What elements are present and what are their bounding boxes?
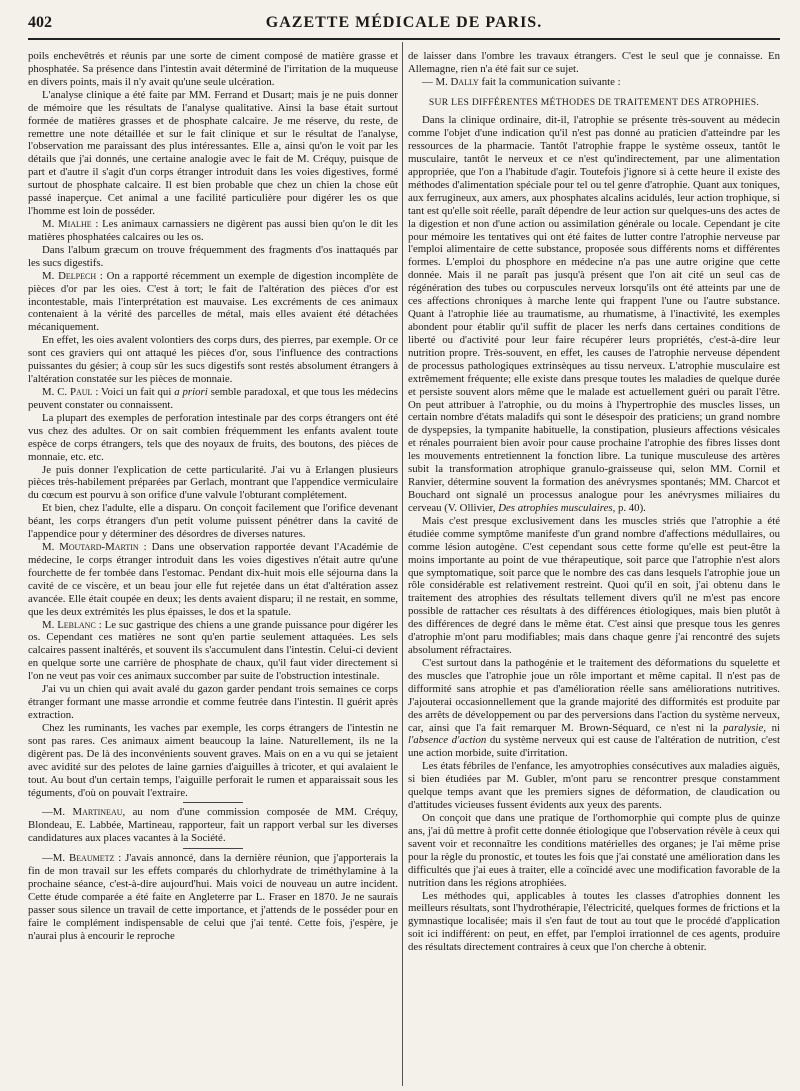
paragraph: Dans la clinique ordinaire, dit-il, l'atrophie se présente très-souvent au médecin comme l'objet d'une indication qu'il n'est pas donné au praticien d'atteindre par les ressources de la pharmacie. Tantôt l'atrophie frappe le système osseux, tantôt le musculaire, tantôt le nerveux et ce n'est qu'indirectement, par une alimentation appropriée, que l'on a l'habitude d'agir. Toutefois j'ignore si à cette heure il existe des méthodes d'alimentation spéciale pour tel ou tel genre d'atrophie. Quant aux toniques, aux ferrugineux, aux amers, aux phosphates alcalins acidulés, leur action trophique, si tant est qu'elle soit réelle, paraît dépendre de leur action sur quelques-uns des actes de la digestion et non d'une action ou assimilation générale ou locale. Cependant je cite pour mémoire les tentatives qui ont été faites de lutter contre l'atrophie nerveuse par l'emploi alimentaire de cette substance, proposée sous différents noms et différentes formes. L'emploi du phosphore en médecine n'a pas une autre origine que cette donnée. Mais il ne paraît pas jusqu'à présent que l'on ait cité un seul cas de régénération des tubes ou corpuscules nerveux lorsqu'ils ont été atteints par une de ces affections chroniques à marche lente qui frappent l'une ou l'autre substance. Quant à l'atrophie liée au traumatisme, au rhumatisme, à l'inactivité, les exemples abondent pour établir qu'il suffit de placer les nerfs dans certaines conditions de liberté ou d'activité pour leur faire récupérer leurs propriétés, c'est-à-dire leur nutrition propre. Très-souvent, en effet, les causes de l'atrophie nerveuse dépendent de processus pathologiques extrinsèques au tissu nerveux. L'atrophie musculaire est extrêmement fréquente; elle existe dans presque toutes les maladies de quelque durée et persiste souvent alors même que le malade est actuellement guéri ou paraît l'être. On peut attribuer à l'atrophie, ou du moins à l'hypertrophie des muscles lisses, un certain nombre d'états maladifs qui sont le désespoir des praticiens; un grand nombre de dyspepsies, la tympanite habituelle, la constipation, plusieurs affections vésicales et rénales pourraient bien avoir pour cause prochaine l'atrophie des fibres lisses dont les mouvements entretiennent la fonction libre. La tunique musculeuse des artères subit la transformation atrophique granulo-graisseuse qui, selon MM. Cornil et Ranvier, détermine souvent la formation des anévrysmes spontanés; MM. Charcot et Bouchard ont signalé un processus analogue pour les anévrysmes miliaires du cerveau (V. Ollivier, Des atrophies musculaires, p. 40). — [408, 114, 780, 514]
paragraph: J'ai vu un chien qui avait avalé du gazon garder pendant trois semaines ce corps étranger formant une masse arrondie et comme feutrée dans l'intestin. Il guérit après extraction. — [28, 683, 398, 722]
paragraph: Mais c'est presque exclusivement dans les muscles striés que l'atrophie a été étudiée comme symptôme manifeste d'un grand nombre d'affections médullaires, ou comme lésion autogène. C'est cependant sous cette forme qu'elle est peut-être la moins importante au point de vue thérapeutique, soit parce que l'atrophie n'est alors que symptomatique, soit parce que le nombre des cas dans lesquels l'atrophie joue un rôle considérable est relativement restreint. Quoi qu'il en soit, j'ai obtenu dans le traitement des atrophies des résultats tellement divers qu'il ne m'est pas encore possible de rattacher ces résultats à des différences étiologiques, mais bien plutôt à des différences de degré dans le même état. C'est ainsi que presque tous les genres d'atrophie m'ont paru modifiables; mais dans chaque genre j'ai rencontré des sujets absolument réfractaires. — [408, 514, 780, 657]
paragraph: —M. Martineau, au nom d'une commission composée de MM. Créquy, Blondeau, E. Labbée, Martineau, rapporteur, fait un rapport verbal sur les diverses candidatures aux places vacantes à la Société. — [28, 806, 398, 845]
paragraph: Chez les ruminants, les vaches par exemple, les corps étrangers de l'intestin ne sont pas rares. Ces animaux aiment beaucoup la laine. Naturellement, ils ne la digèrent pas. De là des inconvénients souvent graves. Mais on en a vu qui se jetaient avec avidité sur des pelotes de laine garnies d'aiguilles à tricoter, et qui avalaient le tout. Au bout d'un certain temps, l'aiguille perforait le rumen et apparaissait sous les téguments, d'où on pouvait l'extraire. — [28, 721, 398, 799]
paragraph: Les méthodes qui, applicables à toutes les classes d'atrophies donnent les meilleurs résultats, sont l'hydrothérapie, l'électricité, quelques formes de frictions et la gymnastique localisée; mais il s'en faut de tout au tout que le procédé d'application soit ici indifférent: on peut, en effet, par l'emploi irrationnel de ces agents, produire des résultats directement contraires à ceux que l'on cherche à obtenir. — [408, 889, 780, 954]
paragraph: de laisser dans l'ombre les travaux étrangers. C'est le seul que je connaisse. En Allemagne, rien n'a été fait sur ce sujet. — [408, 50, 780, 75]
paragraph: En effet, les oies avalent volontiers des corps durs, des pierres, par exemple. Or ce sont ces graviers qui ont attaqué les pièces d'or, sous l'influence des contractions puissantes du gésier; à coup sûr les sucs digestifs sont restés absolument étrangers à l'altération constatée sur les pièces de monnaie. — [28, 334, 398, 386]
paragraph: Dans l'album græcum on trouve fréquemment des fragments d'os inattaqués par les sucs digestifs. — [28, 243, 398, 269]
emphasis: a priori — [174, 385, 208, 398]
paragraph: L'analyse clinique a été faite par MM. Ferrand et Dusart; mais je ne puis donner de mémoire que les résultats de l'analyse qualitative. Ainsi la base était surtout formée de matières grasses et de phosphate calcaire. Je me réserve, du reste, de remettre une note détaillée et sur le fait clinique et sur le résultat de l'analyse, l'observation me paraissant des plus intéressantes. Elle a, ainsi qu'on le voit par les détails que j'ai donnés, une certaine analogie avec le fait de M. Créquy, puisque de part et d'autre il s'agit d'un corps étranger introduit dans les voies digestives, formé surtout de phosphate calcaire. Il est bien probable que chez un chien la chose eût passé inaperçue. Cet animal a une facilité particulière pour digérer les os que l'homme est loin de posséder. — [28, 88, 398, 218]
paragraph: On conçoit que dans une pratique de l'orthomorphie qui compte plus de quinze ans, j'ai dû mettre à profit cette donnée étiologique que l'observation révèle à ceux qui savent voir et reconnaître les conditions matérielles des organes; je l'ai même prise pour la règle du pronostic, et toutes les fois que j'ai constaté une amélioration dans les difficultés que j'ai eues à traiter, elle a coïncidé avec une modification favorable de la nutrition dans les régions atrophiées. — [408, 812, 780, 889]
paragraph: Et bien, chez l'adulte, elle a disparu. On conçoit facilement que l'orifice devenant béant, les corps étrangers d'un petit volume puissent pénétrer dans la cavité de l'appendice pour y déterminer des désordres de diverses natures. — [28, 502, 398, 541]
paragraph: — M. Dally fait la communication suivante : — [422, 75, 621, 88]
speaker-name: M. C. Paul — [42, 385, 93, 398]
journal-title: GAZETTE MÉDICALE DE PARIS. — [265, 14, 543, 31]
emphasis: Des atrophies musculaires — [498, 501, 613, 514]
paragraph: La plupart des exemples de perforation intestinale par des corps étrangers ont été vus chez des adultes. Or on sait combien fréquemment les enfants avalent toute espèce de corps étrangers, tels que des noyaux de fruits, des boutons, des pièces de monnaie, etc. etc. — [28, 411, 398, 463]
right-column — [408, 50, 780, 1086]
speaker-name: M. Mialhe — [42, 217, 92, 230]
speaker-name: M. Moutard-Martin — [42, 541, 139, 554]
paragraph: M. Mialhe : Les animaux carnassiers ne digèrent pas aussi bien qu'on le dit les matières phosphatées calcaires ou les os. — [28, 217, 398, 243]
paragraph: Les états fébriles de l'enfance, les amyotrophies consécutives aux maladies aiguës, si bien étudiées par M. Gubler, m'ont paru se rencontrer presque constamment quelque temps avant que les premiers signes de déformation, de claudication ou d'attitudes vicieuses fussent évidents aux yeux des parents. — [408, 760, 780, 812]
paragraph: —M. Beaumetz : J'avais annoncé, dans la dernière réunion, que j'apporterais la fin de mon travail sur les effets comparés du chlorhydrate de triméthylamine à la prochaine séance, c'est-à-dire aujourd'hui. Mais voici de nouveau un autre incident. Cette étude comparée a été faite en Angleterre par L. Fraser en 1870. Je ne saurais passer sous silence un travail de cette importance, et j'attends de le posséder pour en faire le complément indispensable de celui que j'ai tenté. Cette fois, j'espère, je n'aurai plus à encourir le reproche — [28, 852, 398, 942]
section-title: SUR LES DIFFÉRENTES MÉTHODES DE TRAITEMENT DES ATROPHIES. — [428, 96, 760, 108]
speaker-name: M. Dally — [435, 75, 479, 88]
speaker-name: M. Martineau — [52, 806, 123, 819]
paragraph: M. Leblanc : Le suc gastrique des chiens a une grande puissance pour digérer les os. Cependant ces matières ne sont qu'en partie seulement attaquées. Les sels calcaires passent inaltérés, et souvent ils s'accumulent dans l'intestin. Celui-ci devient en quelque sorte une carrière de phosphate de chaux, qu'il faut vider directement si l'on ne veut pas voir ces animaux succomber par suite de l'obstruction intestinale. — [28, 618, 398, 683]
separator — [183, 848, 243, 849]
speaker-name: M. Beaumetz — [52, 852, 115, 865]
emphasis: l'absence d'action — [408, 734, 487, 747]
paragraph: M. Moutard-Martin : Dans une observation rapportée devant l'Académie de médecine, le corps étranger introduit dans les voies digestives n'était autre qu'une fourchette de fer tombée dans l'estomac. Pendant dix-huit mois elle séjourna dans la cavité de ce viscère, et un beau jour elle fut rejetée dans un état d'altération assez avancée. Elle était coupée en deux; les dents avaient disparu; il ne restait, en somme, que les deux extrémités les plus épaisses, le dos et la spatule. — [28, 541, 398, 618]
column-divider — [402, 42, 403, 1086]
header-rule — [28, 38, 780, 40]
paragraph: C'est surtout dans la pathogénie et le traitement des déformations du squelette et des muscles que l'atrophie joue un rôle important et même capital. Il n'est pas de difformité sans atrophie et pas d'amélioration réelle sans améliorations nutritives. J'ajouterai occasionnellement que la grande majorité des difformités est produite par des arrêts de développement ou par des perversions dans l'action du système nerveux, car, ainsi que l'a fait remarquer M. Brown-Séquard, ce n'est ni la paralysie, ni l'absence d'action du système nerveux qui est cause de l'altération de nutrition, c'est une action morbide, suite d'irritation. — [408, 656, 780, 760]
paragraph: M. C. Paul : Voici un fait qui a priori semble paradoxal, et que tous les médecins peuvent constater ou connaissent. — [28, 385, 398, 411]
emphasis: paralysie — [723, 721, 764, 734]
paragraph: poils enchevêtrés et réunis par une sorte de ciment composé de matière grasse et phosphatée. Sa présence dans l'intestin avait déterminé de l'irritation de la muqueuse en divers points, mais il n'y avait qu'une seule ulcération. — [28, 50, 398, 88]
paragraph: M. Delpech : On a rapporté récemment un exemple de digestion incomplète de pièces d'or par les oies. C'est à tort; le fait de l'altération des pièces d'or est incontestable, mais l'interprétation est mauvaise. Les excréments de ces animaux contenaient à la vérité des parcelles de métal, mais elles avaient été détachées mécaniquement. — [28, 269, 398, 334]
separator — [183, 802, 243, 803]
speaker-name: M. Leblanc — [42, 618, 96, 631]
page-number: 402 — [28, 14, 52, 31]
paragraph: Je puis donner l'explication de cette particularité. J'ai vu à Erlangen plusieurs pièces très-habilement préparées par Gerlach, montrant que l'appendice vermiculaire du cœcum est pourvu à son orifice d'une valvule l'obturant complétement. — [28, 463, 398, 502]
left-column — [28, 50, 398, 1086]
page-header — [28, 12, 780, 38]
speaker-name: M. Delpech — [42, 269, 97, 282]
